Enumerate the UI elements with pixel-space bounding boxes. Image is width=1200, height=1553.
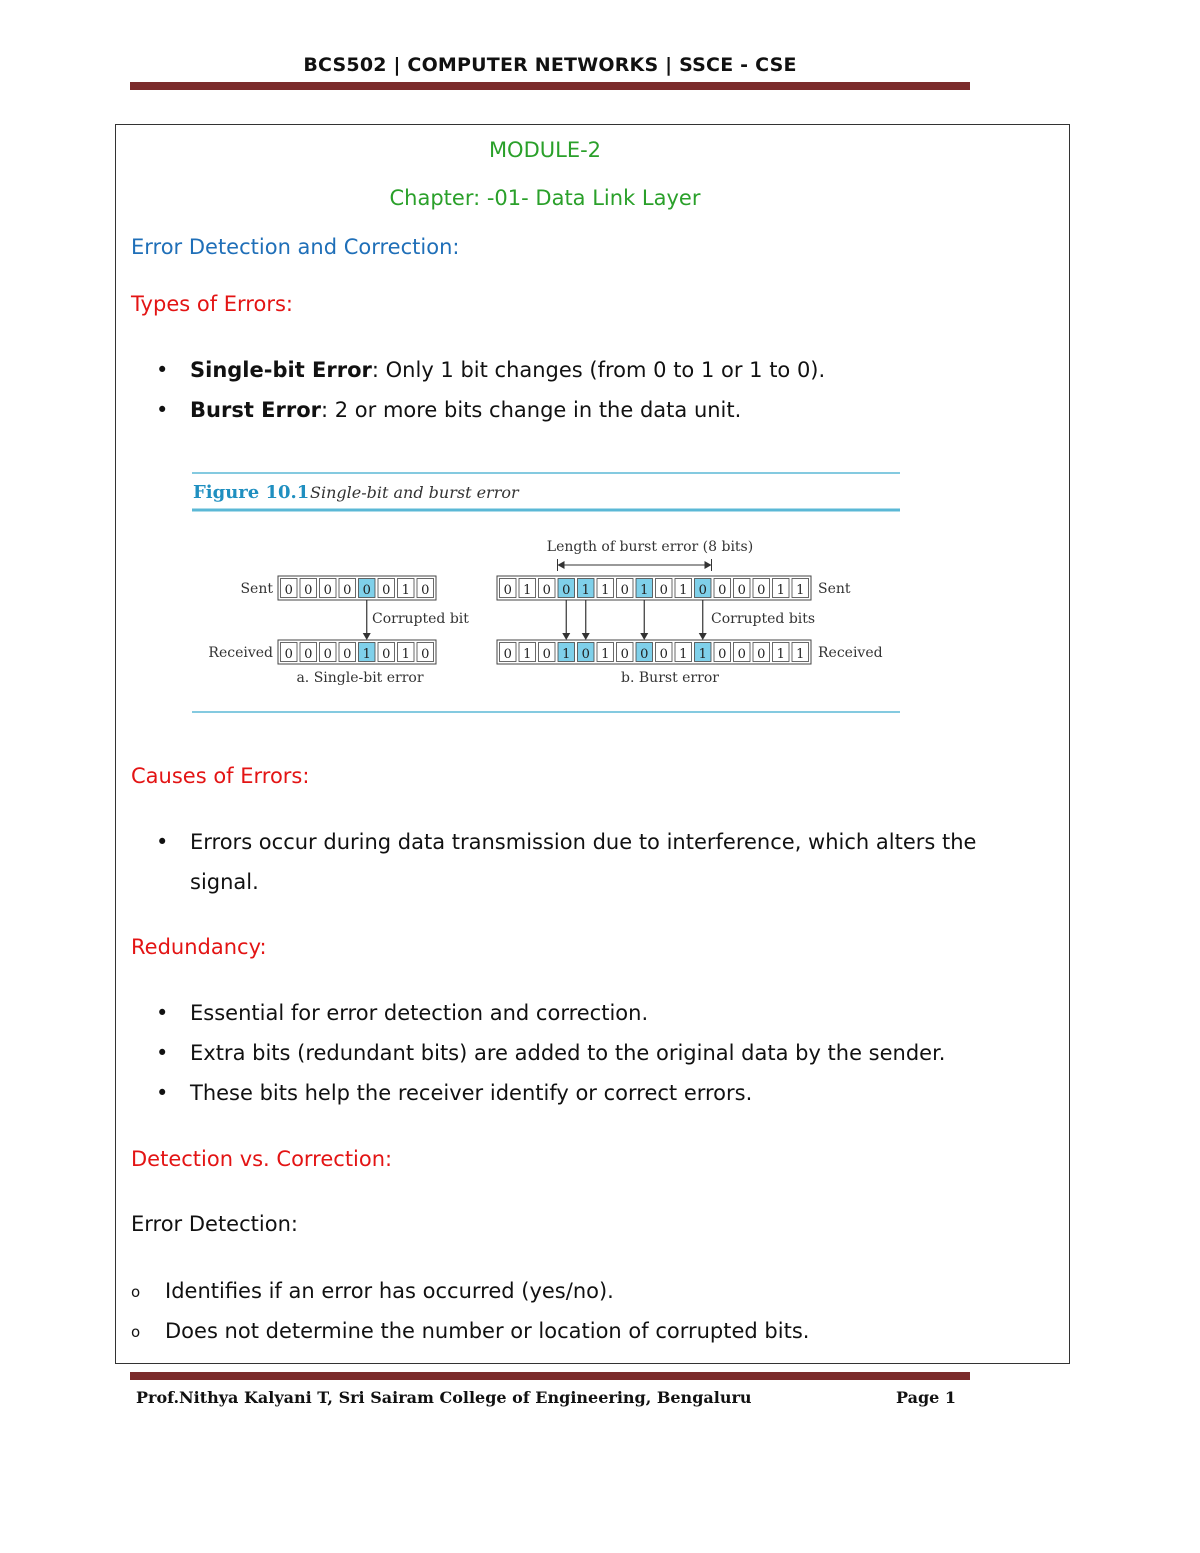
redundancy-heading: Redundancy: [131,935,267,959]
causes-heading: Causes of Errors: [131,764,310,788]
burst-sent-bit: 0 [542,583,551,598]
figure-number: Figure 10.1 [193,482,310,503]
single-bit-diagram [208,576,469,686]
single-sent-bit: 1 [401,583,410,598]
circle-bullet-icon: o [131,1283,141,1301]
figure-single-burst-error [190,468,902,723]
single-sub-caption: a. Single-bit error [296,670,424,686]
list-item-text-cont: signal. [190,870,259,894]
main-heading: Error Detection and Correction: [131,235,460,259]
burst-received-bit: 0 [757,647,766,662]
single-sent-bit: 0 [382,583,391,598]
burst-received-bit: 0 [620,647,629,662]
bullet-icon: • [156,1081,169,1105]
burst-sent-bit: 0 [503,583,512,598]
burst-sub-caption: b. Burst error [621,670,719,686]
single-sent-bit: 0 [421,583,430,598]
bullet-icon: • [156,398,169,422]
list-item-text: Identifies if an error has occurred (yes/no). [165,1279,614,1303]
burst-sent-bit: 0 [737,583,746,598]
list-item-text: Essential for error detection and correction. [190,1001,649,1025]
list-item-text: These bits help the receiver identify or correct errors. [190,1081,753,1105]
burst-sent-bit: 1 [581,583,590,598]
types-heading: Types of Errors: [131,292,293,316]
burst-sent-bit: 0 [698,583,707,598]
burst-received-bit: 0 [659,647,668,662]
burst-sent-bit: 1 [523,583,532,598]
detection-correction-heading: Detection vs. Correction: [131,1147,393,1171]
header-rule [130,82,970,90]
burst-diagram [497,539,883,686]
burst-sent-label: Sent [818,581,851,597]
single-received-label: Received [208,645,273,661]
burst-received-bit: 0 [542,647,551,662]
burst-received-label: Received [818,645,883,661]
single-sent-label: Sent [240,581,273,597]
burst-corrupt-arrow-head [582,633,590,640]
single-received-bit: 0 [421,647,430,662]
burst-received-bit: 0 [718,647,727,662]
single-corrupt-arrow-head [363,633,371,640]
burst-received-bit: 1 [523,647,532,662]
single-received-bit: 1 [401,647,410,662]
burst-corrupt-arrow-head [640,633,648,640]
burst-length-arrow-right [705,561,712,569]
error-detection-subheading: Error Detection: [131,1212,298,1236]
burst-received-bit: 1 [776,647,785,662]
single-received-bit: 0 [323,647,332,662]
burst-sent-bit: 1 [776,583,785,598]
term: Burst Error [190,398,322,422]
single-sent-bit: 0 [343,583,352,598]
burst-received-bit: 0 [737,647,746,662]
burst-corrupt-arrow-head [699,633,707,640]
bullet-icon: • [156,358,169,382]
burst-received-bit: 0 [640,647,649,662]
burst-corrupted-label: Corrupted bits [711,611,816,627]
burst-received-bit: 0 [581,647,590,662]
list-item-text: Errors occur during data transmission due to interference, which alters the [190,830,977,854]
burst-received-bit: 1 [679,647,688,662]
burst-length-arrow-left [558,561,565,569]
burst-length-label: Length of burst error (8 bits) [546,539,754,555]
burst-sent-bit: 0 [620,583,629,598]
term-text: : Only 1 bit changes (from 0 to 1 or 1 to 0). [371,358,826,382]
burst-corrupt-arrow-head [562,633,570,640]
bullet-icon: • [156,1041,169,1065]
list-item-text: Extra bits (redundant bits) are added to the original data by the sender. [190,1041,946,1065]
burst-sent-bit: 1 [679,583,688,598]
term-text: : 2 or more bits change in the data unit. [321,398,742,422]
burst-sent-bit: 0 [757,583,766,598]
single-sent-bit: 0 [304,583,313,598]
bullet-icon: • [156,830,169,854]
chapter-title: Chapter: -01- Data Link Layer [389,186,701,210]
burst-sent-bit: 1 [640,583,649,598]
list-item-text: Does not determine the number or location of corrupted bits. [165,1319,810,1343]
module-title: MODULE-2 [488,138,602,162]
burst-received-bit: 1 [601,647,610,662]
single-sent-bit: 0 [323,583,332,598]
burst-sent-bit: 0 [562,583,571,598]
single-received-bit: 0 [304,647,313,662]
burst-sent-bit: 1 [796,583,805,598]
page-number: Page 1 [896,1388,957,1407]
circle-bullet-icon: o [131,1323,141,1341]
single-received-bit: 0 [343,647,352,662]
burst-received-bit: 1 [698,647,707,662]
footer-author: Prof.Nithya Kalyani T, Sri Sairam College of Engineering, Bengaluru [136,1388,752,1407]
burst-sent-bit: 0 [718,583,727,598]
burst-received-bit: 0 [503,647,512,662]
running-header: BCS502 | COMPUTER NETWORKS | SSCE - CSE [303,54,797,76]
single-sent-bit: 0 [362,583,371,598]
figure-caption: Single-bit and burst error [310,483,519,502]
burst-sent-bit: 0 [659,583,668,598]
single-received-bit: 0 [382,647,391,662]
burst-received-bit: 1 [796,647,805,662]
single-received-bit: 1 [362,647,371,662]
term: Single-bit Error [190,358,372,382]
single-received-bit: 0 [284,647,293,662]
single-corrupted-label: Corrupted bit [372,611,469,627]
single-sent-bit: 0 [284,583,293,598]
bullet-icon: • [156,1001,169,1025]
burst-sent-bit: 1 [601,583,610,598]
burst-received-bit: 1 [562,647,571,662]
footer-rule [130,1372,970,1380]
